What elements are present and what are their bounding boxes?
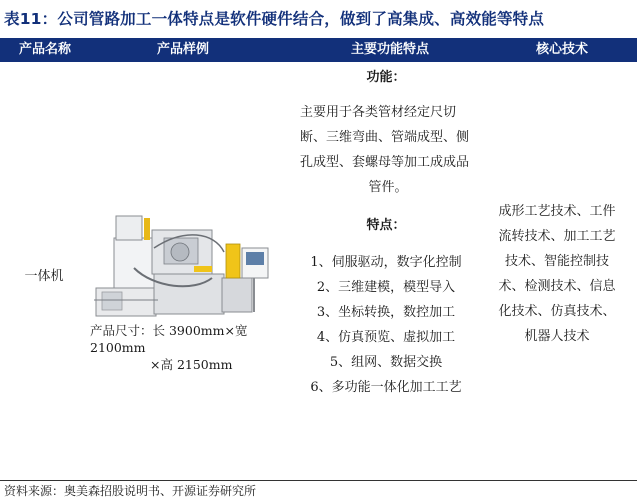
header-product-name: 产品名称 (18, 42, 71, 57)
function-desc-line: 断、三维弯曲、管端成型、侧 (300, 130, 470, 145)
table-title: 表11：公司管路加工一体特点是软件硬件结合，做到了高集成、高效能等特点 (4, 10, 545, 28)
feature-item: 6、多功能一体化加工工艺 (310, 380, 462, 395)
function-desc-line: 孔成型、套螺母等加工成成品 (300, 155, 470, 170)
source-note: 资料来源：奥美森招股说明书、开源证券研究所 (4, 484, 257, 498)
footer-divider (0, 480, 637, 481)
feature-item: 1、伺服驱动，数字化控制 (310, 255, 462, 270)
tech-line: 技术、智能控制技 (504, 254, 609, 269)
machine-image (94, 208, 276, 324)
product-size-line2: ×高 2150mm (150, 357, 233, 372)
tech-line: 流转技术、加工工艺 (498, 229, 616, 244)
core-tech (482, 199, 632, 349)
table-header (0, 38, 637, 62)
function-description (296, 100, 476, 200)
tech-line: 化技术、仿真技术、 (498, 304, 616, 319)
tech-line: 术、检测技术、信息 (498, 279, 616, 294)
feature-item: 2、三维建模，模型导入 (316, 280, 456, 295)
main-features (296, 66, 476, 400)
product-size (90, 322, 300, 373)
product-name: 一体机 (24, 269, 64, 284)
function-desc-line: 主要用于各类管材经定尺切 (300, 105, 457, 120)
product-size-line1: 产品尺寸：长 3900mm×宽 2100mm (90, 323, 248, 355)
feature-item: 4、仿真预览、虚拟加工 (316, 330, 456, 345)
feature-title: 特点： (366, 218, 406, 233)
tech-line: 成形工艺技术、工件 (498, 204, 616, 219)
feature-item: 3、坐标转换，数控加工 (316, 305, 456, 320)
function-title: 功能： (366, 70, 406, 85)
header-main-features: 主要功能特点 (350, 42, 429, 57)
tech-line: 机器人技术 (524, 329, 590, 344)
function-desc-line: 管件。 (368, 180, 408, 195)
header-product-sample: 产品样例 (156, 42, 209, 57)
header-core-tech: 核心技术 (535, 42, 588, 57)
feature-item: 5、组网、数据交换 (329, 355, 443, 370)
